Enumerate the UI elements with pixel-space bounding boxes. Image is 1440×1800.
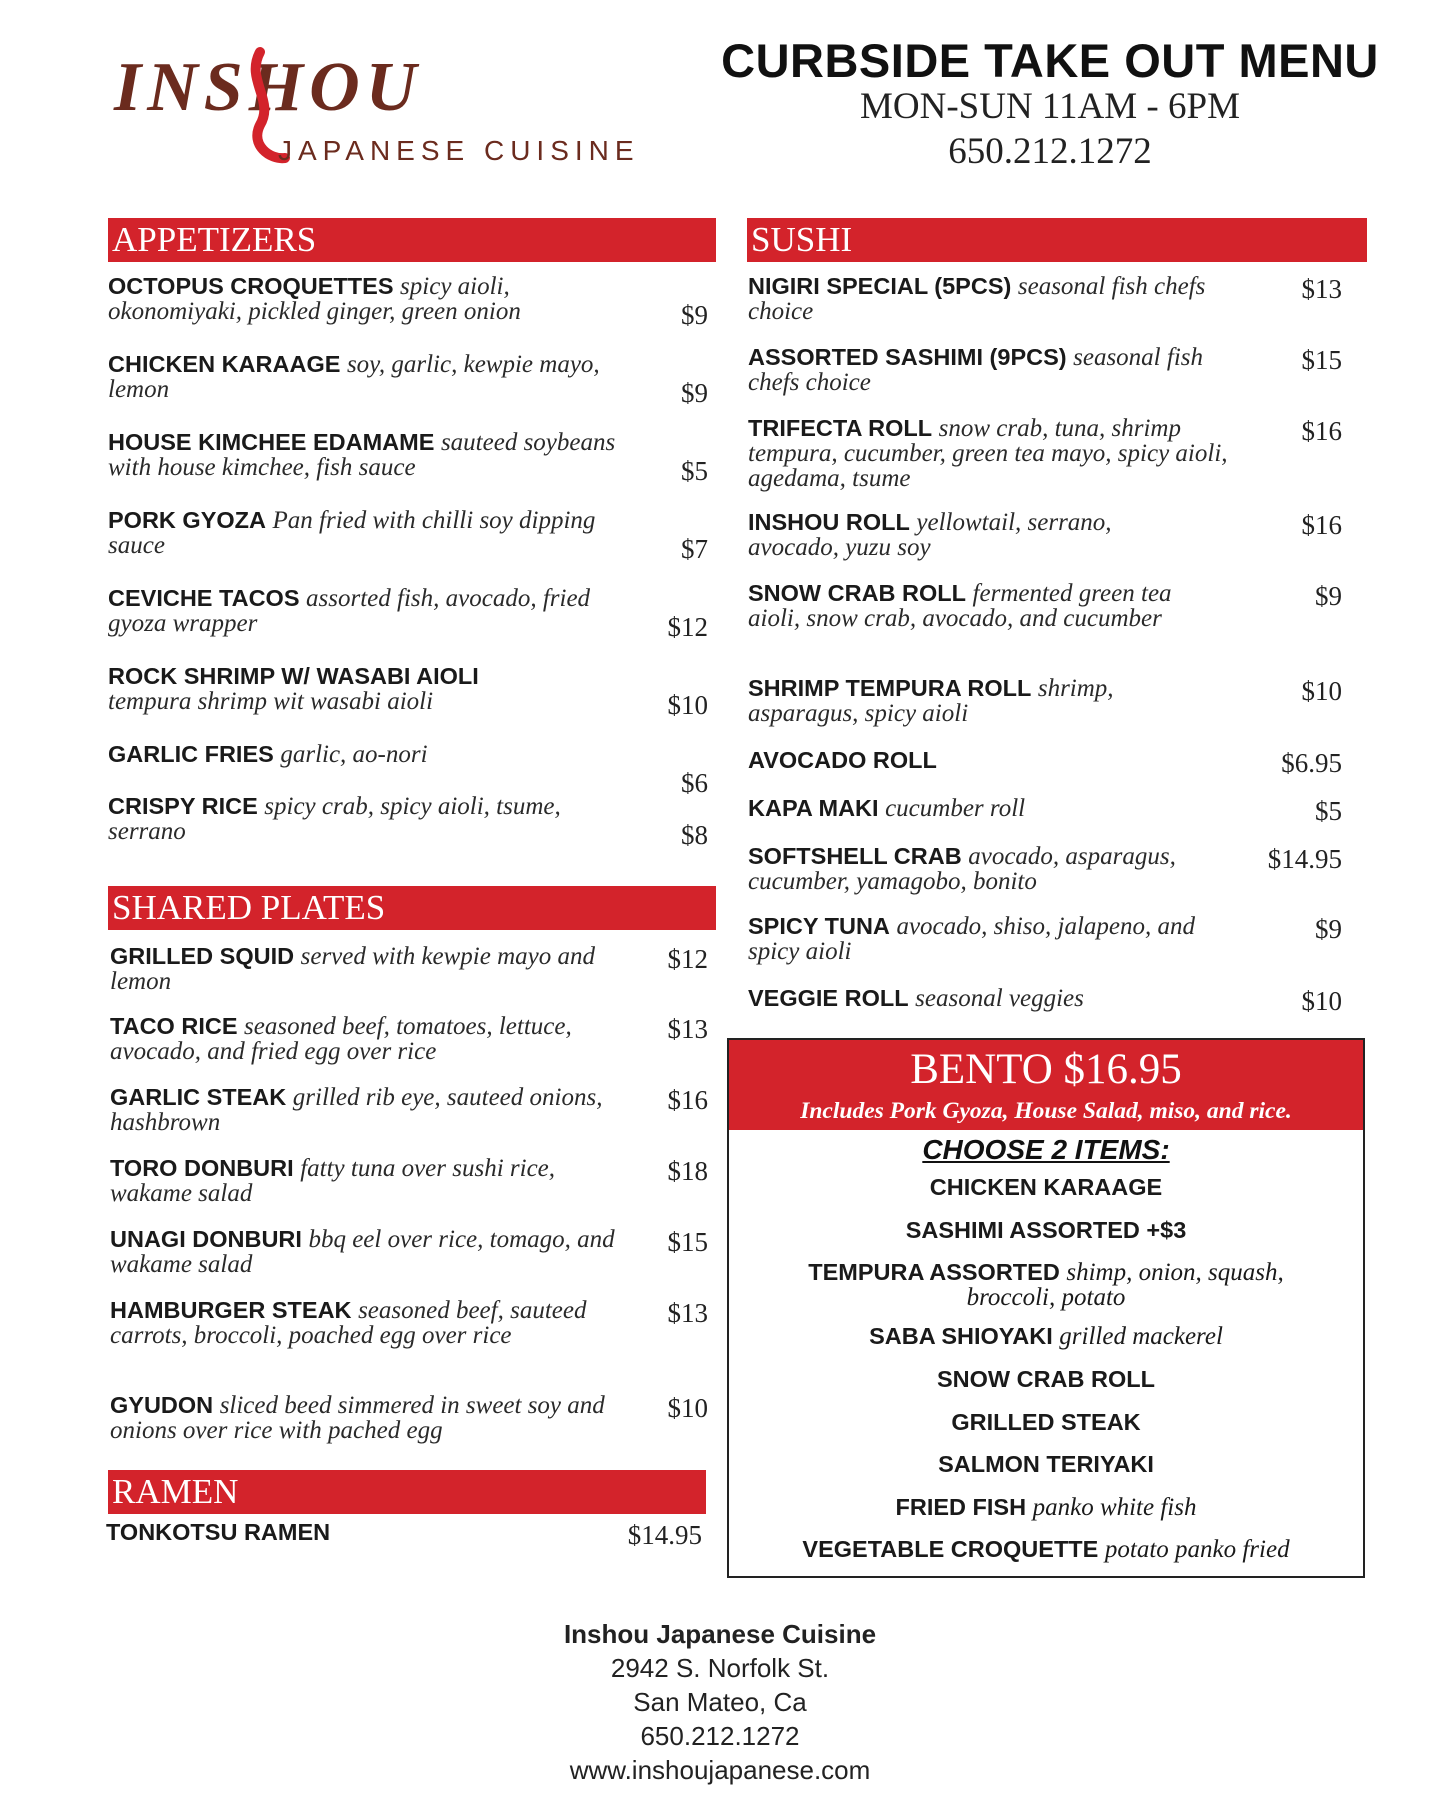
item-name: GARLIC STEAK xyxy=(110,1084,287,1110)
item-name: UNAGI DONBURI xyxy=(110,1226,302,1252)
item-name: CRISPY RICE xyxy=(108,793,258,819)
menu-item xyxy=(108,352,708,412)
item-price: $10 xyxy=(1301,676,1342,706)
logo-tagline: JAPANESE CUISINE xyxy=(278,135,640,166)
menu-item xyxy=(110,1156,708,1212)
bento-option xyxy=(729,1324,1363,1349)
item-name: KAPA MAKI xyxy=(748,795,879,821)
item-desc: seasonal fish chefs choice xyxy=(748,344,1203,396)
menu-item xyxy=(108,586,708,646)
footer-website-link[interactable]: www.inshoujapanese.com xyxy=(569,1755,871,1785)
item-name: ROCK SHRIMP W/ WASABI AIOLI xyxy=(108,663,479,689)
item-price: $10 xyxy=(667,690,708,720)
item-name: TONKOTSU RAMEN xyxy=(106,1519,331,1545)
item-name: SHRIMP TEMPURA ROLL xyxy=(748,675,1032,701)
menu-item xyxy=(748,416,1342,496)
item-desc: avocado, asparagus, cucumber, yamagobo, bonito xyxy=(748,843,1176,895)
item-price: $7 xyxy=(681,534,708,564)
footer-contact xyxy=(470,1617,970,1787)
bento-subtitle: Includes Pork Gyoza, House Salad, miso, and rice. xyxy=(800,1098,1292,1124)
ramen-heading: RAMEN xyxy=(108,1470,706,1514)
item-price: $10 xyxy=(1301,986,1342,1016)
item-desc: sauteed soybeans with house kimchee, fish sauce xyxy=(108,429,616,481)
item-name: NIGIRI SPECIAL (5PCS) xyxy=(748,273,1012,299)
menu-item xyxy=(108,508,708,568)
item-price: $6.95 xyxy=(1281,748,1342,778)
header-phone: 650.212.1272 xyxy=(948,130,1152,172)
menu-item xyxy=(110,1014,708,1070)
item-price: $15 xyxy=(1301,345,1342,375)
item-desc: avocado, shiso, jalapeno, and spicy aioli xyxy=(748,913,1196,965)
item-desc: spicy aioli, okonomiyaki, pickled ginger, green onion xyxy=(108,273,521,325)
item-desc: grilled rib eye, sauteed onions, hashbrown xyxy=(110,1084,603,1136)
item-price: $5 xyxy=(681,456,708,486)
appetizers-heading: APPETIZERS xyxy=(108,218,716,262)
item-price: $9 xyxy=(1315,914,1342,944)
item-desc: seasoned beef, sauteed carrots, broccoli, poached egg over rice xyxy=(110,1297,587,1349)
item-desc: assorted fish, avocado, fried gyoza wrapper xyxy=(108,585,591,637)
option-desc: grilled mackerel xyxy=(1059,1323,1223,1350)
footer-phone: 650.212.1272 xyxy=(640,1721,800,1751)
bento-header xyxy=(729,1040,1363,1130)
item-name: SPICY TUNA xyxy=(748,913,890,939)
item-price: $13 xyxy=(1301,274,1342,304)
menu-title: CURBSIDE TAKE OUT MENU xyxy=(721,34,1379,87)
bento-option xyxy=(729,1218,1363,1242)
shared-plates-heading: SHARED PLATES xyxy=(108,886,716,930)
item-desc: bbq eel over rice, tomago, and wakame salad xyxy=(110,1226,615,1278)
item-price: $16 xyxy=(1301,416,1342,446)
option-name: SABA SHIOYAKI xyxy=(869,1323,1053,1349)
menu-item xyxy=(110,1393,708,1449)
item-price: $9 xyxy=(681,378,708,408)
option-desc: panko white fish xyxy=(1032,1494,1197,1521)
item-name: GRILLED SQUID xyxy=(110,943,295,969)
option-name: SALMON TERIYAKI xyxy=(938,1451,1154,1477)
item-name: OCTOPUS CROQUETTES xyxy=(108,273,394,299)
menu-header xyxy=(700,36,1400,174)
bento-box xyxy=(727,1038,1365,1578)
option-name: GRILLED STEAK xyxy=(951,1409,1141,1435)
item-desc: served with kewpie mayo and lemon xyxy=(110,943,595,995)
option-name: FRIED FISH xyxy=(895,1494,1027,1520)
bento-option xyxy=(729,1410,1363,1434)
item-name: CHICKEN KARAAGE xyxy=(108,351,341,377)
menu-item xyxy=(748,345,1342,401)
item-desc: seasonal veggies xyxy=(915,985,1084,1012)
item-desc: sliced beed simmered in sweet soy and onions over rice with pached egg xyxy=(110,1392,605,1444)
item-desc: fatty tuna over sushi rice, wakame salad xyxy=(110,1155,556,1207)
menu-item xyxy=(106,1520,702,1554)
option-name: VEGETABLE CROQUETTE xyxy=(802,1536,1099,1562)
option-name: SNOW CRAB ROLL xyxy=(936,1366,1155,1392)
option-name: TEMPURA ASSORTED xyxy=(808,1259,1060,1285)
menu-item xyxy=(748,581,1342,661)
menu-item xyxy=(110,1085,708,1141)
menu-item xyxy=(108,664,708,724)
item-name: HOUSE KIMCHEE EDAMAME xyxy=(108,429,435,455)
item-price: $6 xyxy=(681,768,708,798)
item-name: GYUDON xyxy=(110,1392,214,1418)
item-name: SOFTSHELL CRAB xyxy=(748,843,962,869)
option-name: CHICKEN KARAAGE xyxy=(929,1174,1163,1200)
bento-option xyxy=(729,1537,1363,1562)
menu-item xyxy=(748,844,1342,900)
item-desc: soy, garlic, kewpie mayo, lemon xyxy=(108,351,600,403)
item-desc: fermented green tea aioli, snow crab, avocado, and cucumber xyxy=(748,580,1172,632)
item-price: $15 xyxy=(667,1227,708,1257)
item-desc: spicy crab, spicy aioli, tsume, serrano xyxy=(108,793,561,845)
bento-option xyxy=(729,1452,1363,1476)
restaurant-logo xyxy=(110,40,690,180)
item-price: $8 xyxy=(681,820,708,850)
menu-item xyxy=(748,274,1342,330)
sushi-heading: SUSHI xyxy=(747,218,1367,262)
menu-item xyxy=(748,676,1342,732)
menu-item xyxy=(108,430,708,490)
bento-title: BENTO $16.95 xyxy=(910,1046,1182,1093)
item-price: $14.95 xyxy=(1267,844,1342,874)
option-desc: potato panko fried xyxy=(1104,1536,1290,1563)
item-price: $10 xyxy=(667,1393,708,1423)
footer-business-name: Inshou Japanese Cuisine xyxy=(563,1619,877,1649)
item-price: $16 xyxy=(1301,510,1342,540)
option-desc: shimp, onion, squash, broccoli, potato xyxy=(966,1259,1284,1311)
menu-item xyxy=(748,986,1342,1020)
bento-option xyxy=(729,1367,1363,1391)
item-name: VEGGIE ROLL xyxy=(748,985,909,1011)
item-name: CEVICHE TACOS xyxy=(108,585,300,611)
menu-item xyxy=(748,914,1342,970)
menu-item xyxy=(110,1298,708,1378)
item-price: $12 xyxy=(667,612,708,642)
menu-item xyxy=(108,794,708,854)
item-price: $14.95 xyxy=(627,1520,702,1550)
item-name: PORK GYOZA xyxy=(108,507,266,533)
bento-option xyxy=(729,1175,1363,1199)
item-name: TACO RICE xyxy=(110,1013,238,1039)
bento-choose-label: CHOOSE 2 ITEMS: xyxy=(922,1134,1170,1165)
item-name: INSHOU ROLL xyxy=(748,509,910,535)
item-name: TORO DONBURI xyxy=(110,1155,294,1181)
item-name: AVOCADO ROLL xyxy=(748,747,937,773)
item-desc: tempura shrimp wit wasabi aioli xyxy=(108,688,434,715)
item-price: $13 xyxy=(667,1014,708,1044)
menu-item xyxy=(110,1227,708,1283)
item-price: $9 xyxy=(681,300,708,330)
bento-option xyxy=(729,1260,1363,1310)
bento-option xyxy=(729,1495,1363,1520)
item-name: SNOW CRAB ROLL xyxy=(748,580,967,606)
item-name: GARLIC FRIES xyxy=(108,741,274,767)
logo-mark xyxy=(110,40,690,180)
item-name: ASSORTED SASHIMI (9PCS) xyxy=(748,344,1067,370)
footer-address: 2942 S. Norfolk St. xyxy=(610,1653,830,1683)
item-desc: cucumber roll xyxy=(885,795,1026,822)
item-desc: garlic, ao-nori xyxy=(280,741,428,768)
menu-item xyxy=(748,510,1342,566)
item-desc: yellowtail, serrano, avocado, yuzu soy xyxy=(748,509,1112,561)
item-desc: shrimp, asparagus, spicy aioli xyxy=(748,675,1114,727)
item-price: $13 xyxy=(667,1298,708,1328)
menu-item xyxy=(110,944,708,1000)
item-desc: snow crab, tuna, shrimp tempura, cucumber, green tea mayo, spicy aioli, agedama, tsume xyxy=(748,415,1228,492)
item-name: HAMBURGER STEAK xyxy=(110,1297,352,1323)
item-price: $16 xyxy=(667,1085,708,1115)
item-price: $12 xyxy=(667,944,708,974)
item-name: TRIFECTA ROLL xyxy=(748,415,933,441)
item-price: $9 xyxy=(1315,581,1342,611)
item-desc: seasoned beef, tomatoes, lettuce, avocado, and fried egg over rice xyxy=(110,1013,572,1065)
menu-item xyxy=(108,274,708,334)
business-hours: MON-SUN 11AM - 6PM xyxy=(860,86,1240,128)
logo-brand: INSHOU xyxy=(114,49,423,126)
item-price: $5 xyxy=(1315,796,1342,826)
menu-item xyxy=(748,796,1342,830)
item-desc: seasonal fish chefs choice xyxy=(748,273,1206,325)
item-price: $18 xyxy=(667,1156,708,1186)
item-desc: Pan fried with chilli soy dipping sauce xyxy=(108,507,596,559)
option-name: SASHIMI ASSORTED +$3 xyxy=(905,1217,1187,1243)
menu-item xyxy=(748,748,1342,782)
menu-item xyxy=(108,741,708,798)
footer-city: San Mateo, Ca xyxy=(633,1687,807,1717)
